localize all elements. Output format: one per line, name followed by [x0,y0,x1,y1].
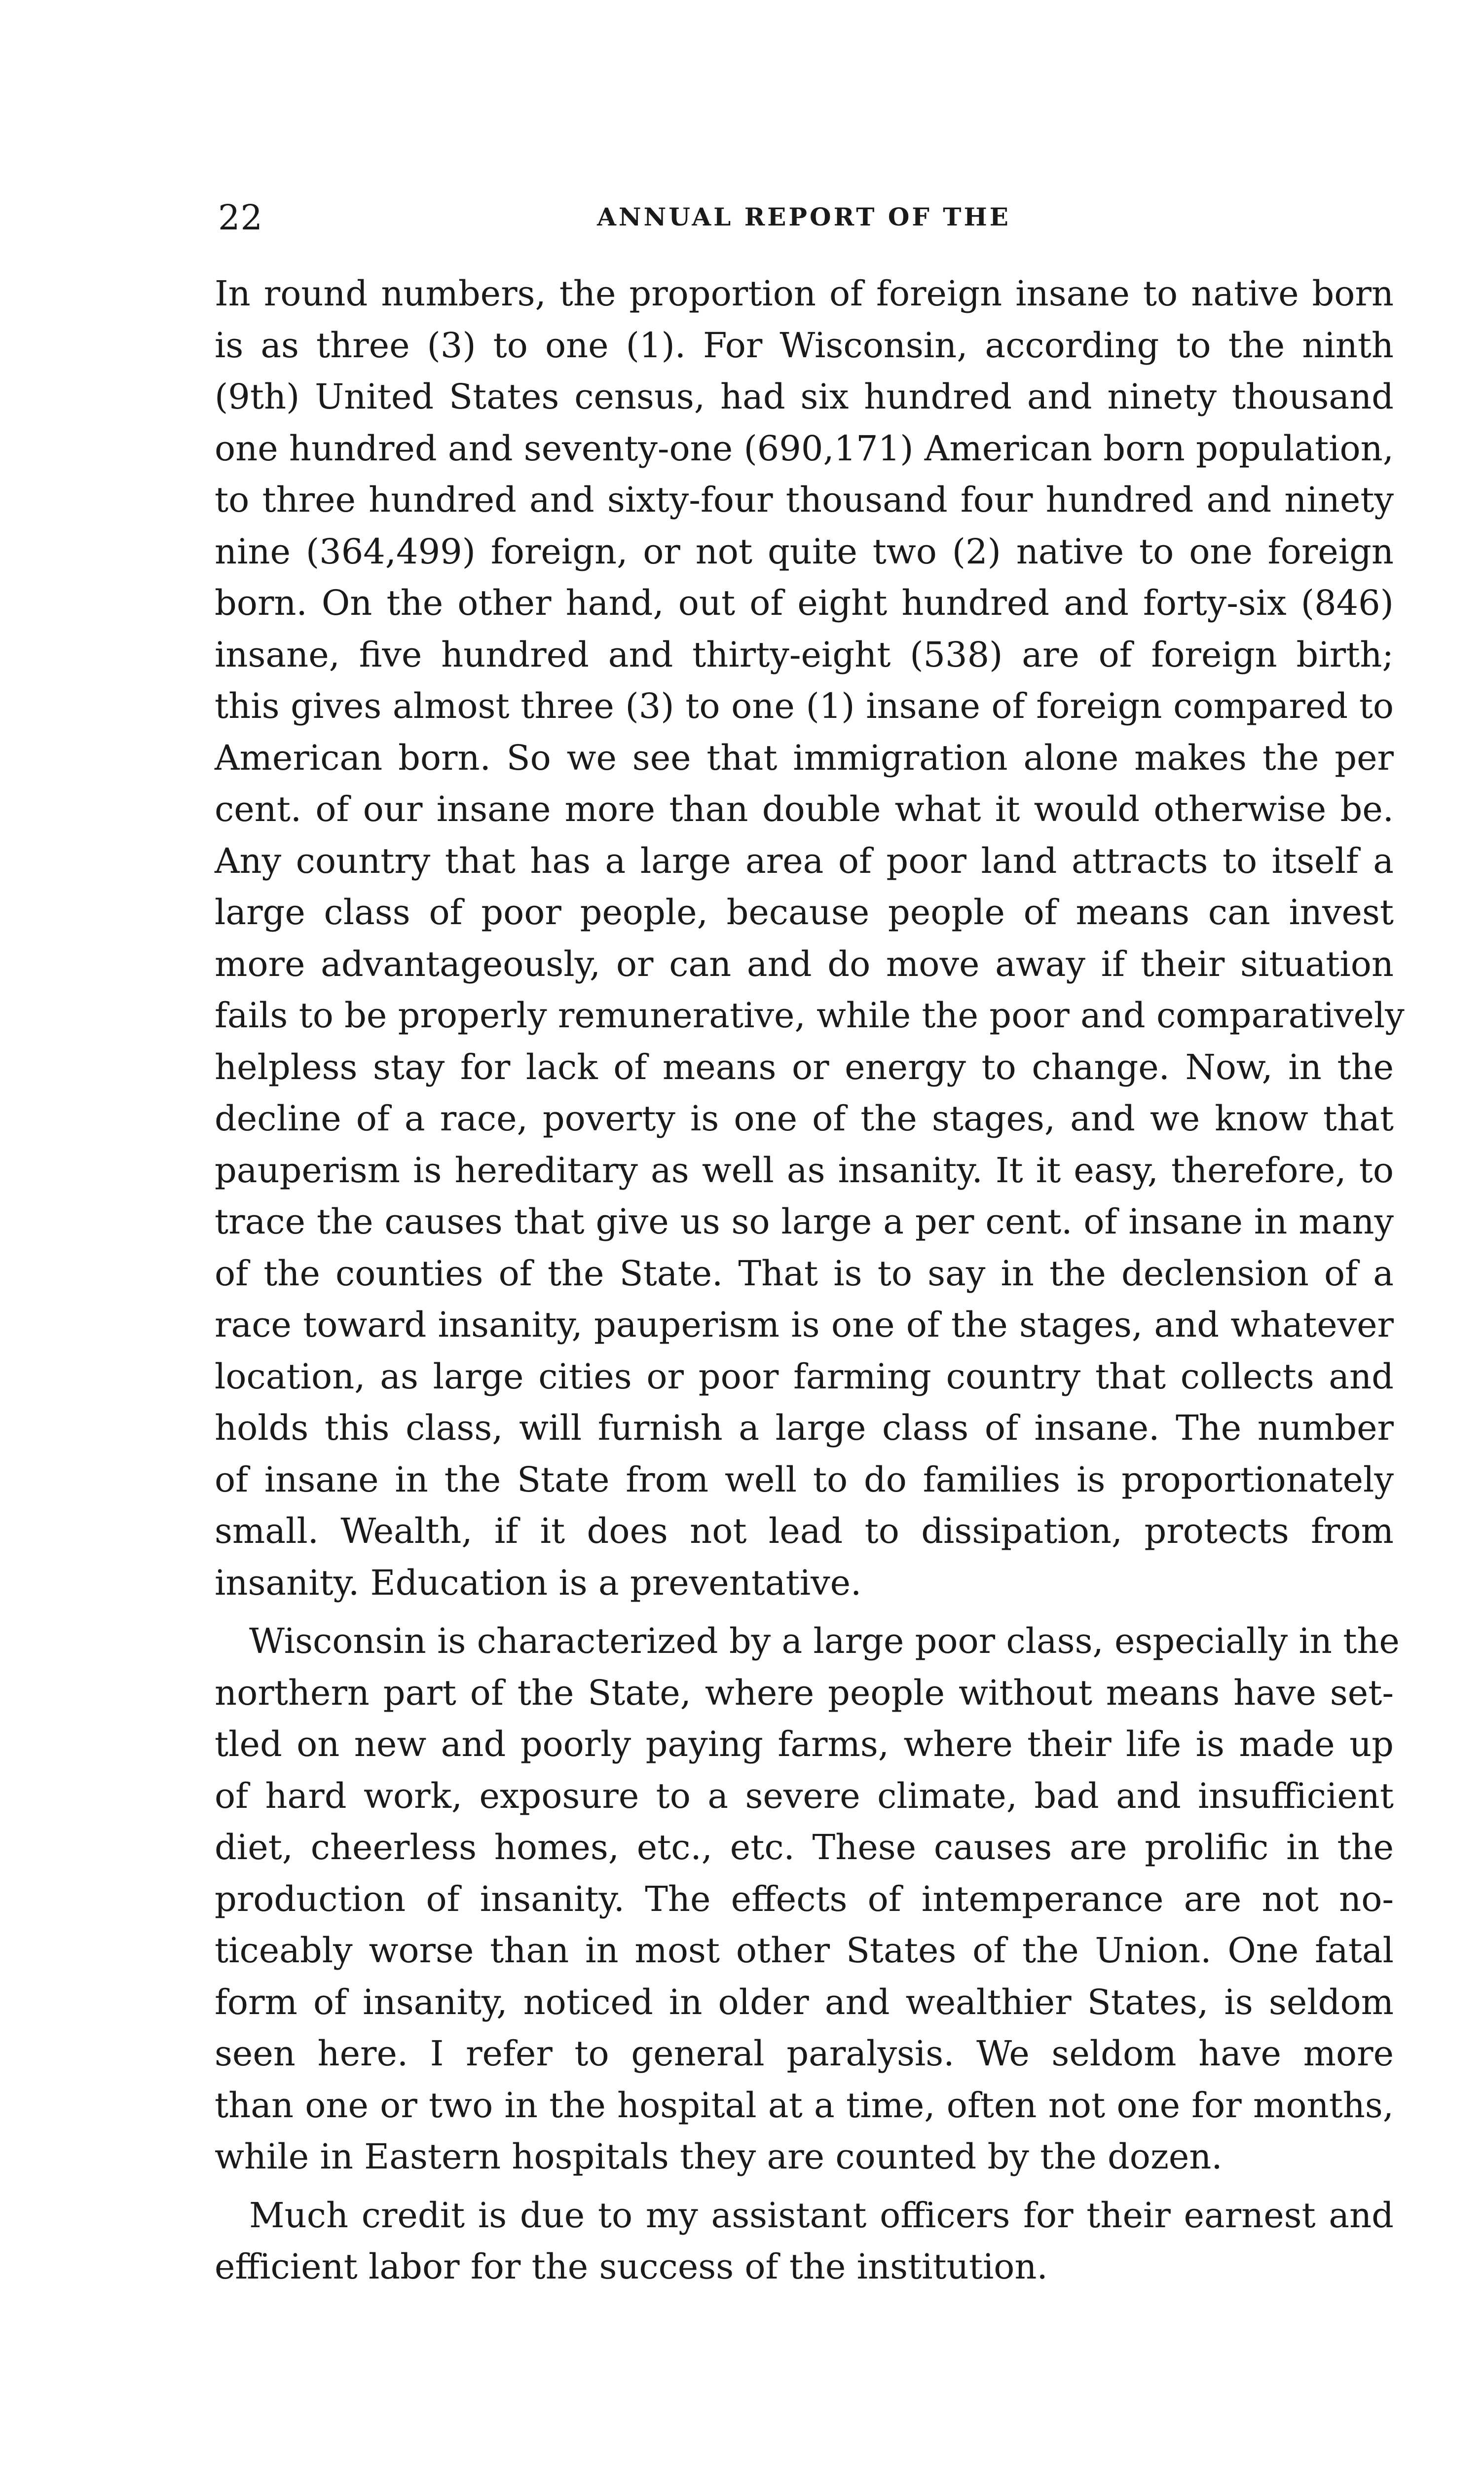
text-line: holds this class, will furnish a large class of insane. The number [215,1408,1394,1448]
text-line: fails to be properly remunerative, while the poor and comparatively [215,995,1405,1036]
text-line: trace the causes that give us so large a per cent. of insane in many [215,1201,1394,1242]
running-title: ANNUAL REPORT OF THE [597,202,1011,231]
text-line: form of insanity, noticed in older and wealthier States, is seldom [215,1981,1394,2022]
paragraph-2 [215,1615,1400,2183]
text-line: tled on new and poorly paying farms, where their life is made up [215,1724,1394,1764]
paragraph-1 [215,268,1405,1608]
text-line: large class of poor people, because people of means can invest [215,892,1394,933]
text-line: (9th) United States census, had six hundred and ninety thousand [215,376,1394,417]
text-line: of insane in the State from well to do families is proportionately [215,1459,1394,1500]
text-line: efficient labor for the success of the institution. [215,2246,1048,2287]
text-line: insanity. Education is a preventative. [215,1562,862,1603]
text-line: one hundred and seventy-one (690,171) American born population, [215,428,1394,469]
text-line: In round numbers, the proportion of foreign insane to native born [215,273,1394,314]
text-line: more advantageously, or can and do move away if their situation [215,943,1394,984]
text-line: of hard work, exposure to a severe climate, bad and insufficient [215,1775,1394,1816]
text-line: decline of a race, poverty is one of the stages, and we know that [215,1098,1394,1139]
text-line: Much credit is due to my assistant officers for their earnest and [249,2195,1394,2236]
text-line: pauperism is hereditary as well as insanity. It it easy, therefore, to [215,1150,1394,1191]
running-head [218,197,1390,257]
paragraph-gap [215,2183,1394,2190]
text-line: diet, cheerless homes, etc., etc. These causes are prolific in the [215,1827,1394,1868]
text-line: small. Wealth, if it does not lead to dissipation, protects from [215,1511,1394,1551]
text-line: cent. of our insane more than double what it would otherwise be. [215,789,1394,829]
text-line: nine (364,499) foreign, or not quite two (2) native to one foreign [215,531,1394,572]
text-line: seen here. I refer to general paralysis. We seldom have more [215,2033,1394,2074]
text-line: location, as large cities or poor farming country that collects and [215,1356,1394,1397]
text-line: helpless stay for lack of means or energy to change. Now, in the [215,1047,1394,1087]
text-line: is as three (3) to one (1). For Wisconsin, according to the ninth [215,325,1394,366]
text-line: of the counties of the State. That is to say in the declension of a [215,1253,1394,1294]
text-line: Wisconsin is characterized by a large poor class, especially in the [249,1621,1400,1661]
paragraph-gap [215,1608,1394,1615]
text-line: insane, five hundred and thirty-eight (538) are of foreign birth; [215,634,1394,675]
text-line: while in Eastern hospitals they are counted by the dozen. [215,2136,1223,2177]
text-line: ticeably worse than in most other States of the Union. One fatal [215,1930,1394,1971]
text-line: this gives almost three (3) to one (1) insane of foreign compared to [215,686,1394,726]
text-line: born. On the other hand, out of eight hundred and forty-six (846) [215,583,1394,623]
text-line: than one or two in the hospital at a time, often not one for months, [215,2085,1394,2126]
page-number: 22 [218,197,263,238]
body-text [215,268,1405,2293]
paragraph-3 [215,2190,1394,2293]
text-line: northern part of the State, where people without means have set- [215,1672,1394,1713]
text-line: Any country that has a large area of poor land attracts to itself a [215,840,1394,881]
text-line: production of insanity. The effects of intemperance are not no- [215,1878,1394,1919]
text-line: to three hundred and sixty-four thousand four hundred and ninety [215,480,1394,520]
text-line: race toward insanity, pauperism is one of the stages, and whatever [215,1305,1394,1345]
text-line: American born. So we see that immigration alone makes the per [215,737,1394,778]
